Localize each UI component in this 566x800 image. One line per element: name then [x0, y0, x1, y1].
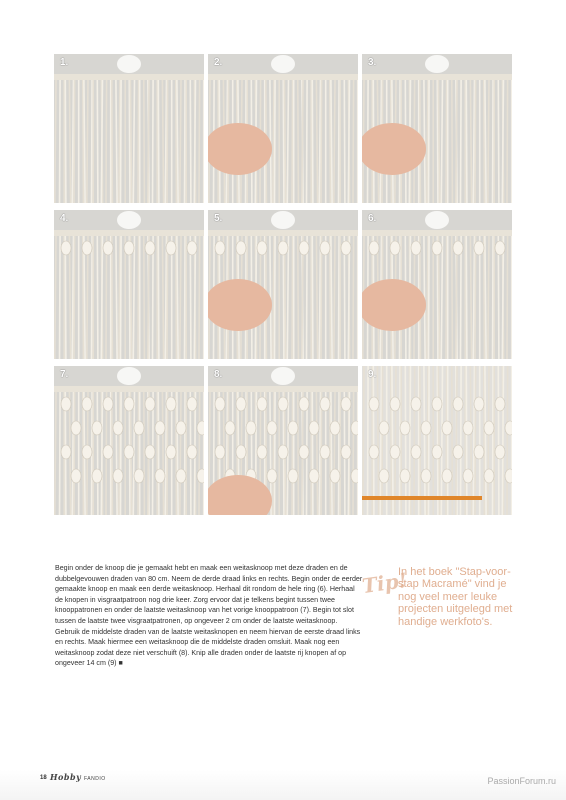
cord — [368, 366, 369, 515]
lamp-ring — [362, 230, 512, 236]
cord — [493, 80, 494, 203]
knot — [187, 241, 197, 255]
knot — [267, 421, 277, 435]
cord — [92, 236, 93, 359]
knot — [369, 445, 379, 459]
step-number: 7. — [60, 369, 69, 380]
cord — [74, 392, 75, 515]
cord — [312, 80, 313, 203]
cord — [321, 80, 322, 203]
cord — [138, 392, 139, 515]
cord — [461, 80, 462, 203]
cord — [199, 392, 200, 515]
cord — [60, 236, 61, 359]
step-photo-6 — [362, 210, 512, 359]
cord — [60, 80, 61, 203]
cord — [307, 236, 308, 359]
cord — [97, 236, 98, 359]
knot — [309, 469, 319, 483]
cord — [405, 366, 406, 515]
cord — [275, 80, 276, 203]
knot — [400, 469, 410, 483]
knot — [267, 469, 277, 483]
knot — [299, 241, 309, 255]
step-number: 2. — [214, 57, 223, 68]
lamp-fitting — [117, 211, 141, 229]
cord — [452, 236, 453, 359]
knot — [124, 445, 134, 459]
lamp-fitting — [117, 55, 141, 73]
tip-heading: Tip! — [360, 567, 409, 599]
knot — [411, 397, 421, 411]
cord — [144, 392, 145, 515]
cord — [420, 366, 421, 515]
knot — [176, 421, 186, 435]
lamp-fitting — [117, 367, 141, 385]
knot — [390, 241, 400, 255]
cord — [153, 80, 154, 203]
cord — [373, 366, 374, 515]
knot — [92, 421, 102, 435]
knot — [495, 445, 505, 459]
knot — [484, 421, 494, 435]
knot — [330, 421, 340, 435]
knot — [442, 469, 452, 483]
cord — [353, 392, 354, 515]
lamp-fitting — [271, 55, 295, 73]
knot — [411, 241, 421, 255]
cord — [307, 80, 308, 203]
macrame-photo-illustration — [208, 210, 358, 359]
cord — [185, 236, 186, 359]
cord — [452, 366, 453, 515]
knot — [463, 469, 473, 483]
cord — [112, 80, 113, 203]
cord — [74, 236, 75, 359]
knot — [299, 445, 309, 459]
knot — [92, 469, 102, 483]
knot — [341, 241, 351, 255]
knot — [320, 241, 330, 255]
knot — [155, 469, 165, 483]
knot — [453, 397, 463, 411]
cord — [60, 392, 61, 515]
knot — [82, 397, 92, 411]
knot — [278, 397, 288, 411]
knot — [113, 469, 123, 483]
knot — [257, 241, 267, 255]
cord — [97, 392, 98, 515]
cord — [466, 366, 467, 515]
cord — [493, 366, 494, 515]
cord — [429, 366, 430, 515]
knot — [225, 421, 235, 435]
cord — [298, 392, 299, 515]
macrame-photo-illustration — [362, 54, 512, 203]
knot — [278, 445, 288, 459]
macrame-photo-illustration — [208, 54, 358, 203]
lamp-fitting — [425, 211, 449, 229]
knot — [379, 421, 389, 435]
cord — [498, 80, 499, 203]
cord — [344, 80, 345, 203]
macrame-photo-illustration — [54, 210, 204, 359]
cord — [382, 366, 383, 515]
cord — [446, 236, 447, 359]
cord — [275, 236, 276, 359]
knot — [71, 469, 81, 483]
knot — [236, 397, 246, 411]
knot — [82, 241, 92, 255]
knot — [390, 445, 400, 459]
knot — [453, 241, 463, 255]
cord — [199, 80, 200, 203]
cord — [312, 236, 313, 359]
cord — [452, 80, 453, 203]
knot — [113, 421, 123, 435]
knot — [145, 397, 155, 411]
brand-logo — [50, 772, 106, 782]
watermark: PassionForum.ru — [487, 776, 556, 786]
knot — [288, 469, 298, 483]
cord — [199, 236, 200, 359]
cord — [138, 236, 139, 359]
knot — [257, 445, 267, 459]
knot — [246, 421, 256, 435]
tip-text: In het boek "Stap-voor-stap Macramé" vind je nog veel meer leuke projecten uitgelegd met handige werkfoto's. — [398, 566, 513, 628]
cord — [507, 236, 508, 359]
knot — [421, 469, 431, 483]
lamp-ring — [54, 386, 204, 392]
step-number: 4. — [60, 213, 69, 224]
cord — [339, 392, 340, 515]
lamp-ring — [208, 74, 358, 80]
step-number: 1. — [60, 57, 69, 68]
knot — [103, 241, 113, 255]
knot — [474, 397, 484, 411]
knot — [400, 421, 410, 435]
knot — [288, 421, 298, 435]
knot — [257, 397, 267, 411]
step-photo-1 — [54, 54, 204, 203]
knot — [236, 445, 246, 459]
cord — [167, 236, 168, 359]
cord — [185, 392, 186, 515]
cord — [475, 366, 476, 515]
cord — [158, 392, 159, 515]
knot — [390, 397, 400, 411]
knot — [124, 397, 134, 411]
knot — [320, 397, 330, 411]
knot — [495, 397, 505, 411]
scissors — [362, 496, 482, 500]
knot — [495, 241, 505, 255]
cord — [507, 80, 508, 203]
cord — [97, 80, 98, 203]
knot — [71, 421, 81, 435]
knot — [176, 469, 186, 483]
step-photo-3 — [362, 54, 512, 203]
step-photo-9 — [362, 366, 512, 515]
knot — [124, 241, 134, 255]
cord — [185, 80, 186, 203]
lamp-fitting — [271, 367, 295, 385]
step-number: 8. — [214, 369, 223, 380]
knot — [103, 445, 113, 459]
cord — [190, 80, 191, 203]
knot — [236, 241, 246, 255]
knot — [369, 397, 379, 411]
cord — [339, 236, 340, 359]
cord — [298, 236, 299, 359]
knot — [432, 445, 442, 459]
lamp-ring — [362, 74, 512, 80]
knot — [421, 421, 431, 435]
knot — [187, 397, 197, 411]
lamp-fitting — [271, 211, 295, 229]
cord — [121, 392, 122, 515]
cord — [74, 80, 75, 203]
cord — [475, 80, 476, 203]
cord — [400, 366, 401, 515]
macrame-photo-illustration — [54, 366, 204, 515]
cord — [493, 236, 494, 359]
cord — [292, 392, 293, 515]
knot — [453, 445, 463, 459]
cord — [92, 80, 93, 203]
step-number: 3. — [368, 57, 377, 68]
cord — [292, 80, 293, 203]
macrame-photo-illustration — [362, 210, 512, 359]
cord — [414, 366, 415, 515]
step-photo-5 — [208, 210, 358, 359]
step-number: 9. — [368, 369, 377, 380]
knot — [187, 445, 197, 459]
knot — [166, 397, 176, 411]
knot — [369, 241, 379, 255]
cord — [106, 80, 107, 203]
macrame-photo-illustration — [54, 54, 204, 203]
cord — [121, 236, 122, 359]
cord — [312, 392, 313, 515]
knot — [166, 241, 176, 255]
cord — [339, 80, 340, 203]
knot — [215, 241, 225, 255]
step-number: 6. — [368, 213, 377, 224]
cord — [292, 236, 293, 359]
cord — [475, 236, 476, 359]
cord — [466, 80, 467, 203]
knot — [145, 445, 155, 459]
cord — [507, 366, 508, 515]
cord — [138, 80, 139, 203]
cord — [121, 80, 122, 203]
cord — [298, 80, 299, 203]
step-number: 5. — [214, 213, 223, 224]
knot — [463, 421, 473, 435]
knot — [341, 445, 351, 459]
lamp-ring — [54, 74, 204, 80]
cord — [429, 236, 430, 359]
knot — [166, 445, 176, 459]
knot — [215, 397, 225, 411]
cord — [158, 80, 159, 203]
knot — [82, 445, 92, 459]
knot — [379, 469, 389, 483]
macrame-photo-illustration — [208, 366, 358, 515]
lamp-ring — [208, 386, 358, 392]
cord — [275, 392, 276, 515]
cord — [498, 366, 499, 515]
knot — [484, 469, 494, 483]
knot — [474, 445, 484, 459]
brand-sub: FANDIO — [84, 776, 106, 782]
cord — [65, 80, 66, 203]
knot — [299, 397, 309, 411]
knot — [134, 469, 144, 483]
knot — [61, 397, 71, 411]
step-photo-2 — [208, 54, 358, 203]
knot — [432, 241, 442, 255]
brand-name: Hobby — [50, 772, 82, 782]
knot — [61, 445, 71, 459]
page-number: 18 — [40, 775, 47, 781]
knot — [330, 469, 340, 483]
cord — [158, 236, 159, 359]
cord — [353, 80, 354, 203]
knot — [278, 241, 288, 255]
cord — [466, 236, 467, 359]
knot — [442, 421, 452, 435]
knot — [134, 421, 144, 435]
knot — [309, 421, 319, 435]
cord — [446, 80, 447, 203]
cord — [144, 80, 145, 203]
knot — [320, 445, 330, 459]
lamp-fitting — [425, 55, 449, 73]
cord — [153, 236, 154, 359]
instruction-text: Begin onder de knoop die je gemaakt hebt en maak een weitasknoop met deze draden en de dubbelgevouwen draden van 80 cm. Neem de derde draad links en rechts. Begin onder de eerder gemaakte knoop en maak een derde weitasknoop. Herhaal dit rondom de hele ring (6). Herhaal de knopen in visgraatpatroon nog drie keer. Zorg ervoor dat je telkens begint tussen twee knooppatronen en onder de laatste weitasknoop van het vorige knooppatroon (7). Begin tot slot tussen de laatste twee visgraatpatronen, op ongeveer 2 cm onder de laatste weitasknoop. Gebruik de middelste draden van de laatste weitasknopen en neem hiervan de eerste draad links en rechts. Maak hiermee een weitasknoop die de middelste draden omsluit. Maak nog een weitasknoop zodat deze niet verschuift (8). Knip alle draden onder de laatste rij knopen af op ongeveer 14 cm (9) ■ — [55, 564, 363, 668]
knot — [432, 397, 442, 411]
knot — [155, 421, 165, 435]
lamp-ring — [54, 230, 204, 236]
knot — [61, 241, 71, 255]
step-photo-7 — [54, 366, 204, 515]
cord — [461, 236, 462, 359]
step-photo-8 — [208, 366, 358, 515]
cord — [144, 236, 145, 359]
step-photo-4 — [54, 210, 204, 359]
knot — [103, 397, 113, 411]
knot — [474, 241, 484, 255]
cord — [461, 366, 462, 515]
cord — [167, 80, 168, 203]
cord — [353, 236, 354, 359]
cord — [429, 80, 430, 203]
knot — [145, 241, 155, 255]
lamp-ring — [208, 230, 358, 236]
knot — [341, 397, 351, 411]
macrame-photo-illustration — [362, 366, 512, 515]
cord — [112, 236, 113, 359]
knot — [411, 445, 421, 459]
cord — [321, 236, 322, 359]
cord — [446, 366, 447, 515]
knot — [215, 445, 225, 459]
